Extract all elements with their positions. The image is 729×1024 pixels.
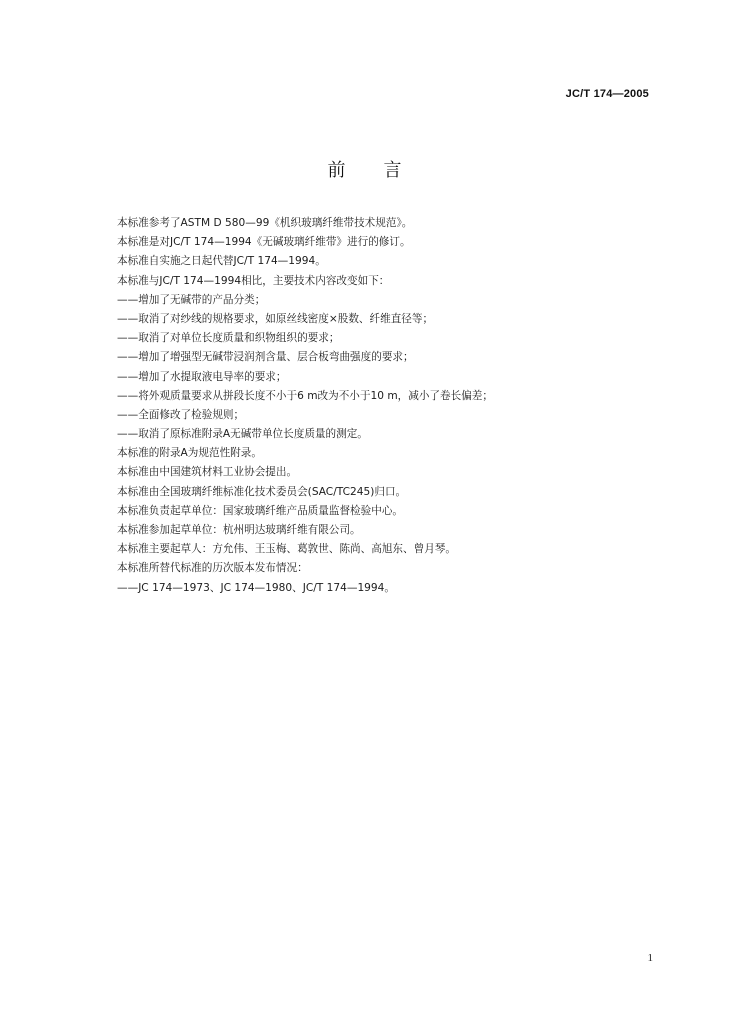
foreword-line: ——增加了增强型无碱带浸润剂含量、层合板弯曲强度的要求； [117,351,414,364]
foreword-line: 本标准由中国建筑材料工业协会提出。 [117,466,298,479]
foreword-line: ——将外观质量要求从拼段长度不小于6 m改为不小于10 m，减小了卷长偏差； [117,389,493,402]
foreword-line: 本标准与JC/T 174—1994相比，主要技术内容改变如下： [117,274,390,287]
page-title: 前言 [327,160,440,181]
foreword-line: ——全面修改了检验规则； [117,408,245,421]
foreword-line: ——JC 174—1973、JC 174—1980、JC/T 174—1994。 [117,581,395,594]
foreword-body [117,214,637,598]
foreword-line: 本标准自实施之日起代替JC/T 174—1994。 [117,255,326,268]
foreword-line: ——取消了对纱线的规格要求，如原丝线密度×股数、纤维直径等； [117,312,434,325]
standard-number: JC/T 174—2005 [565,88,649,100]
foreword-line: 本标准由全国玻璃纤维标准化技术委员会(SAC/TC245)归口。 [117,485,407,498]
foreword-line: 本标准参考了ASTM D 580—99《机织玻璃纤维带技术规范》。 [117,217,413,229]
foreword-line: 本标准是对JC/T 174—1994《无碱玻璃纤维带》进行的修订。 [117,236,411,249]
foreword-line: ——增加了水提取液电导率的要求； [117,370,287,383]
page-number: 1 [647,952,653,964]
foreword-line: 本标准主要起草人：方允伟、王玉梅、葛敦世、陈尚、高旭东、曾月琴。 [117,543,456,556]
foreword-line: ——取消了对单位长度质量和织物组织的要求； [117,332,340,345]
foreword-line: ——取消了原标准附录A无碱带单位长度质量的测定。 [117,428,368,441]
foreword-line: ——增加了无碱带的产品分类； [117,293,266,306]
foreword-line: 本标准的附录A为规范性附录。 [117,447,262,460]
foreword-line: 本标准所替代标准的历次版本发布情况： [117,562,308,575]
foreword-line: 本标准负责起草单位：国家玻璃纤维产品质量监督检验中心。 [117,504,404,517]
foreword-line: 本标准参加起草单位：杭州明达玻璃纤维有限公司。 [117,524,361,536]
